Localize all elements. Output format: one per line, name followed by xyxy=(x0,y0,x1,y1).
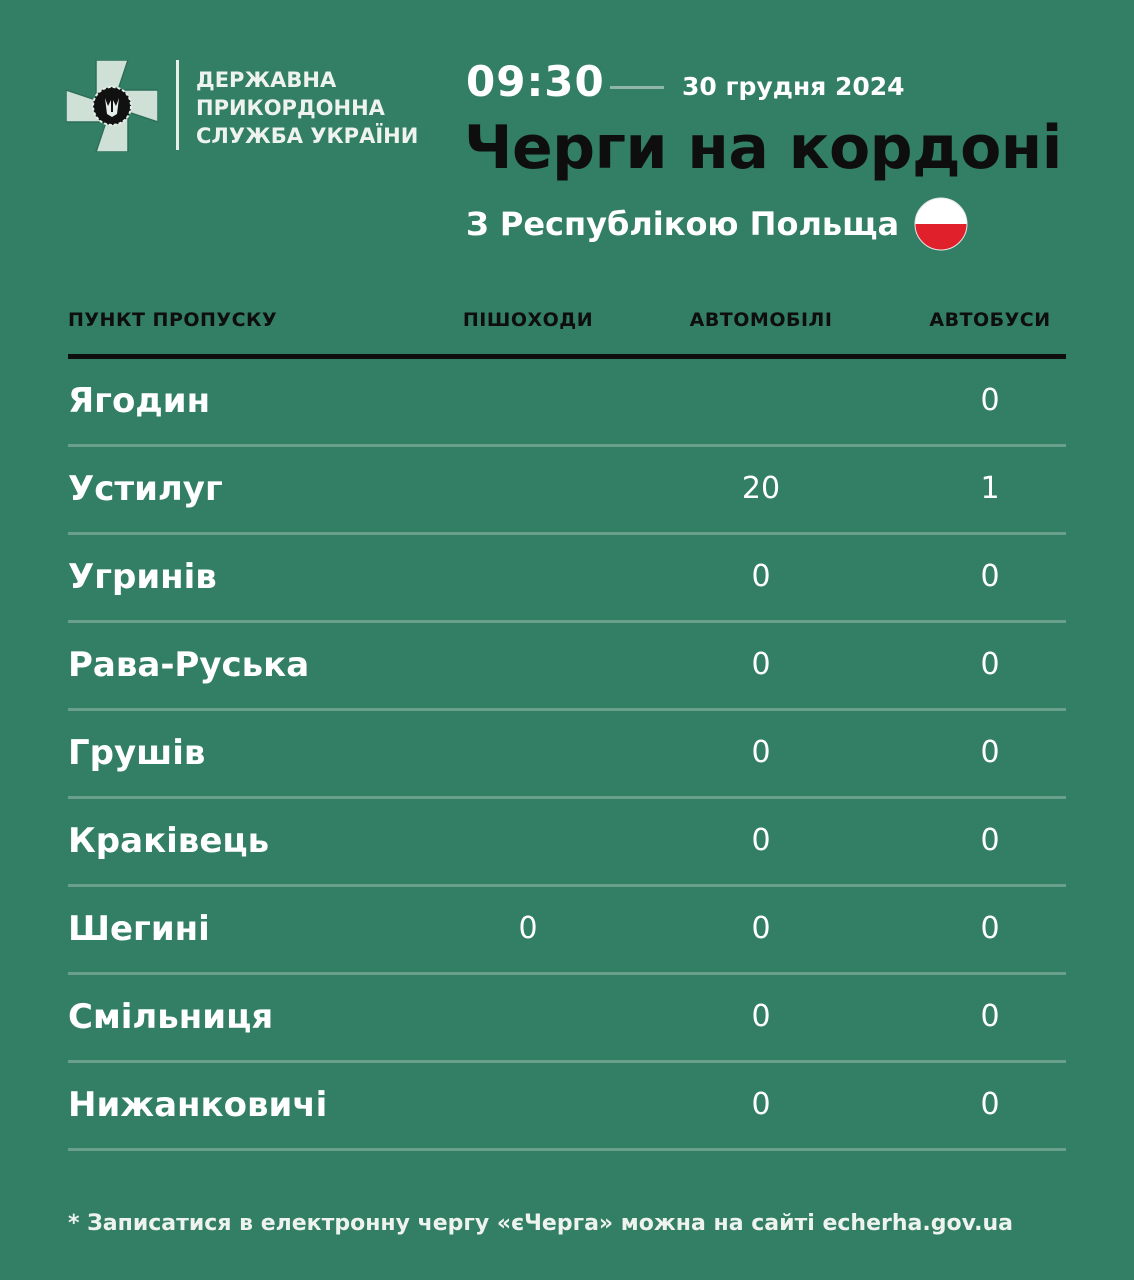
page-subtitle: З Республікою Польща xyxy=(466,205,900,243)
table-row xyxy=(68,623,1066,711)
buses-queue-value: 0 xyxy=(980,383,1000,418)
border-guard-emblem-icon xyxy=(66,60,158,152)
page-title: Черги на кордоні xyxy=(464,113,1062,183)
buses-queue-value: 1 xyxy=(980,471,1000,506)
column-header-checkpoint: ПУНКТ ПРОПУСКУ xyxy=(68,309,278,331)
buses-queue-value: 0 xyxy=(980,559,1000,594)
cars-queue-value: 0 xyxy=(751,559,771,594)
checkpoint-name: Ягодин xyxy=(68,381,211,421)
table-row xyxy=(68,535,1066,623)
checkpoint-name: Грушів xyxy=(68,733,206,773)
buses-queue-value: 0 xyxy=(980,911,1000,946)
cars-queue-value: 0 xyxy=(751,999,771,1034)
update-date: 30 грудня 2024 xyxy=(682,72,905,101)
table-row xyxy=(68,1063,1066,1151)
checkpoint-name: Краківець xyxy=(68,821,270,861)
column-header-label: АВТОМОБІЛІ xyxy=(689,309,833,331)
cars-queue-value: 0 xyxy=(751,911,771,946)
checkpoint-name: Устилуг xyxy=(68,469,223,509)
checkpoint-name: Нижанковичі xyxy=(68,1085,328,1125)
logo-divider xyxy=(176,60,179,150)
table-row xyxy=(68,711,1066,799)
footnote: * Записатися в електронну чергу «єЧерга» можна на сайті echerha.gov.ua xyxy=(68,1211,1013,1236)
organization-name xyxy=(196,66,418,150)
pedestrians-queue-value: 0 xyxy=(518,911,538,946)
update-time: 09:30 xyxy=(466,57,605,106)
column-header-label: АВТОБУСИ xyxy=(929,309,1051,331)
cars-queue-value: 0 xyxy=(751,647,771,682)
checkpoint-name: Шегині xyxy=(68,909,210,949)
table-row xyxy=(68,447,1066,535)
cars-queue-value: 0 xyxy=(751,823,771,858)
buses-queue-value: 0 xyxy=(980,647,1000,682)
table-row xyxy=(68,799,1066,887)
cars-queue-value: 0 xyxy=(751,1087,771,1122)
table-row xyxy=(68,359,1066,447)
table-header xyxy=(68,300,1066,359)
table-row xyxy=(68,975,1066,1063)
buses-queue-value: 0 xyxy=(980,1087,1000,1122)
org-line: СЛУЖБА УКРАЇНИ xyxy=(196,124,419,148)
buses-queue-value: 0 xyxy=(980,735,1000,770)
org-line: ДЕРЖАВНА xyxy=(196,68,337,92)
table-body xyxy=(68,359,1066,1151)
poland-flag-icon xyxy=(914,197,968,251)
org-line: ПРИКОРДОННА xyxy=(196,96,385,120)
cars-queue-value: 20 xyxy=(741,471,781,506)
buses-queue-value: 0 xyxy=(980,823,1000,858)
queue-table xyxy=(68,300,1066,1151)
cars-queue-value: 0 xyxy=(751,735,771,770)
table-row xyxy=(68,887,1066,975)
time-date-separator xyxy=(610,86,664,89)
column-header-label: ПІШОХОДИ xyxy=(462,309,594,331)
checkpoint-name: Угринів xyxy=(68,557,217,597)
checkpoint-name: Рава-Руська xyxy=(68,645,310,685)
checkpoint-name: Смільниця xyxy=(68,997,274,1037)
buses-queue-value: 0 xyxy=(980,999,1000,1034)
